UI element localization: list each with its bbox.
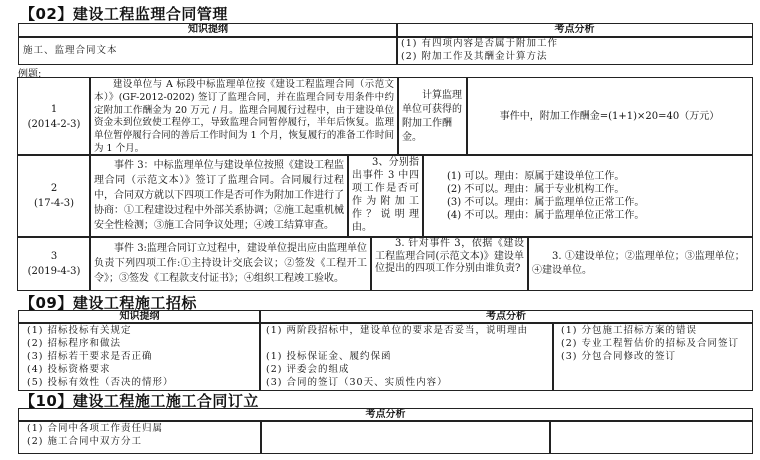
empty-cell [549, 420, 753, 454]
analysis-cell [259, 322, 554, 391]
example-number: 3 [50, 250, 58, 262]
answer-text: 事件中，附加工作酬金=(1+1)×20=40（万元） [499, 111, 720, 122]
answer-text: 3. ①建设单位；②监理单位；③监理单位；④建设单位。 [532, 250, 745, 276]
outline-text: 施工、监理合同文本 [23, 45, 118, 56]
header-outline: 知识提纲 [18, 310, 261, 324]
answer-line: (3) 不可以。理由：属于监理单位正常工作。 [447, 197, 645, 208]
header-analysis: 考点分析 [396, 23, 753, 38]
section-09-title: 【09】建设工程施工招标 [20, 294, 197, 312]
outline-item: (3) 招标若干要求是否正确 [27, 351, 153, 362]
analysis-item: (1) 两阶段招标中，建设单位的要求是否妥当，说明理由 [266, 325, 528, 336]
example-1-id [17, 77, 91, 156]
outline-item: (2) 招标程序和做法 [27, 338, 121, 349]
outline-cell [18, 36, 398, 65]
header-analysis: 考点分析 [259, 310, 753, 324]
analysis-item: (2) 评委会的组成 [266, 364, 350, 375]
header-outline: 知识提纲 [18, 23, 398, 38]
example-3-question: 3. 针对事件 3，依据《建设工程监理合同(示范文本)》建设单位提出的四项工作分别由谁负责? [370, 236, 529, 291]
example-3-text: 事件 3:监理合同订立过程中，建设单位提出应由监理单位负责下列四项工作:①主持设计交底会议；②签发《工程开工令》；③签发《工程款支付证书》；④组织工程竣工验收。 [89, 236, 372, 291]
outline-item: (1) 招标投标有关规定 [27, 325, 132, 336]
analysis-item: (1) 分包施工招标方案的错误 [561, 325, 697, 336]
analysis-item [266, 337, 549, 350]
example-1-question [397, 77, 468, 156]
answer-line: (4) 不可以。理由：属于监理单位正常工作。 [447, 210, 645, 221]
analysis-cell [552, 322, 753, 391]
example-2-id [17, 154, 91, 238]
example-number: 1 [50, 103, 58, 115]
outline-item: (4) 投标资格要求 [27, 364, 111, 375]
outline-item: (5) 投标有效性（否决的情形） [27, 377, 174, 388]
example-2-question: 3、分别指出事件 3 中四项工作是否可作为附加工作？说明理由。 [347, 154, 424, 238]
analysis-item: (1) 投标保证金、履约保函 [266, 351, 392, 362]
example-date: (2014-2-3) [27, 118, 81, 130]
analysis-item: (1) 有四项内容是否属于附加工作 [401, 38, 558, 49]
example-label: 例题: [18, 69, 42, 80]
example-3-id [17, 236, 91, 291]
analysis-item: (3) 合同的签订（30天、实质性内容） [266, 377, 448, 388]
answer-line: (1) 可以。理由：原属于建设单位工作。 [447, 171, 625, 182]
analysis-item: (2) 附加工作及其酬金计算方法 [401, 50, 548, 62]
example-2-text: 事件 3：中标监理单位与建设单位按照《建设工程监理合同（示范文本）》签订了监理合同。合同履行过程中，合同双方就以下四项工作是否可作为附加工作进行了协商：①工程建设过程中外部关系协调；②施工起重机械安全性检测；③施工合同争议处理；④竣工结算审查。 [89, 154, 349, 238]
analysis-cell [396, 36, 753, 65]
analysis-item: (3) 分包合同修改的签订 [561, 351, 676, 362]
outline-item: (1) 合同中各项工作责任归属 [27, 423, 163, 434]
answer-line: (2) 不可以。理由：属于专业机构工作。 [447, 184, 625, 195]
outline-cell [18, 420, 262, 454]
outline-cell [18, 322, 261, 391]
example-date: (17-4-3) [33, 198, 74, 209]
header-analysis: 考点分析 [18, 408, 753, 422]
section-10-title: 【10】建设工程施工施工合同订立 [20, 392, 259, 410]
example-1-answer [466, 77, 753, 156]
example-3-answer [527, 236, 753, 291]
question-text: 计算监理单位可获得的附加工作酬金。 [402, 89, 462, 143]
outline-item: (2) 施工合同中双方分工 [27, 436, 142, 447]
example-1-text: 建设单位与 A 标段中标监理单位按《建设工程监理合同（示范文本）》(GF-2012-0202) 签订了监理合同，并在监理合同专用条件中约定附加工作酬金为 20 万元 / 月。监理合同履行过程中，由于建设单位资金未到位致使工程停工，导致监理合同暂停履行，半年后恢复。监理单位暂停履行合同的善后工作时间为 1 个月，恢复履行的准备工作时间为 1 个月。 [89, 77, 399, 156]
section-02-title: 【02】建设工程监理合同管理 [20, 5, 228, 23]
empty-cell [260, 420, 551, 454]
example-2-answer [422, 154, 753, 238]
example-number: 2 [50, 183, 58, 194]
example-date: (2019-4-3) [27, 265, 81, 277]
analysis-item: (2) 专业工程暂估价的招标及合同签订 [561, 338, 739, 349]
